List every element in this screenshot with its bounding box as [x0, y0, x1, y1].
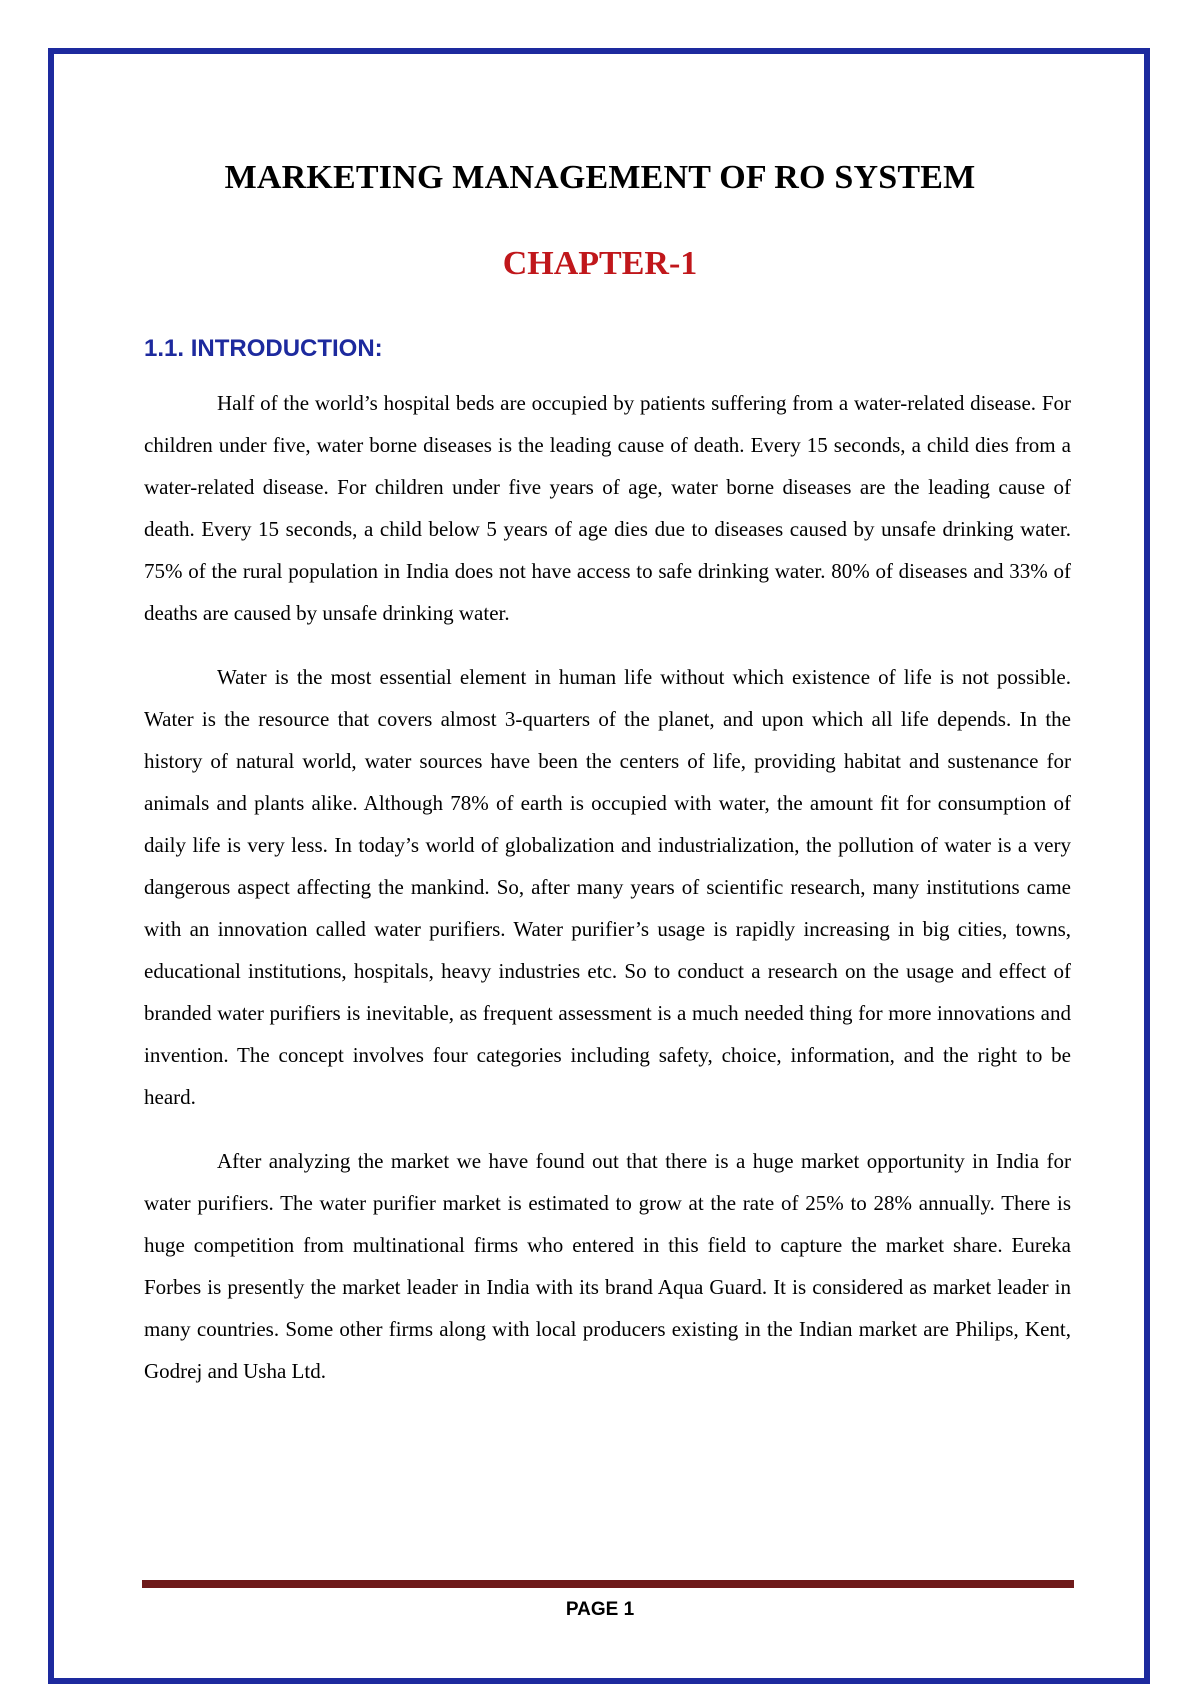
paragraph: Water is the most essential element in human life without which existence of life is not possible. Water is the resource that covers almost 3-quarters of the planet, and upon which all life depends. In the history of natural world, water sources have been the centers of life, providing habitat and sustenance for animals and plants alike. Although 78% of earth is occupied with water, the amount fit for consumption of daily life is very less. In today’s world of globalization and industrialization, the pollution of water is a very dangerous aspect affecting the mankind. So, after many years of scientific research, many institutions came with an innovation called water purifiers. Water purifier’s usage is rapidly increasing in big cities, towns, educational institutions, hospitals, heavy industries etc. So to conduct a research on the usage and effect of branded water purifiers is inevitable, as frequent assessment is a much needed thing for more innovations and invention. The concept involves four categories including safety, choice, information, and the right to be heard.	[144, 665, 1071, 1109]
document-title: MARKETING MANAGEMENT OF RO SYSTEM	[224, 159, 976, 196]
section-heading: 1.1. INTRODUCTION:	[144, 335, 383, 362]
footer-rule	[142, 1580, 1074, 1588]
body-text	[144, 382, 1071, 1414]
chapter-heading: CHAPTER-1	[502, 245, 698, 282]
paragraph: Half of the world’s hospital beds are occupied by patients suffering from a water-related disease. For children under five, water borne diseases is the leading cause of death. Every 15 seconds, a child dies from a water-related disease. For children under five years of age, water borne diseases are the leading cause of death. Every 15 seconds, a child below 5 years of age dies due to diseases caused by unsafe drinking water. 75% of the rural population in India does not have access to safe drinking water. 80% of diseases and 33% of deaths are caused by unsafe drinking water.	[144, 391, 1071, 625]
page-number: PAGE 1	[565, 1599, 635, 1620]
paragraph: After analyzing the market we have found out that there is a huge market opportunity in India for water purifiers. The water purifier market is estimated to grow at the rate of 25% to 28% annually. There is huge competition from multinational firms who entered in this field to capture the market share. Eureka Forbes is presently the market leader in India with its brand Aqua Guard. It is considered as market leader in many countries. Some other firms along with local producers existing in the Indian market are Philips, Kent, Godrej and Usha Ltd.	[144, 1149, 1071, 1383]
